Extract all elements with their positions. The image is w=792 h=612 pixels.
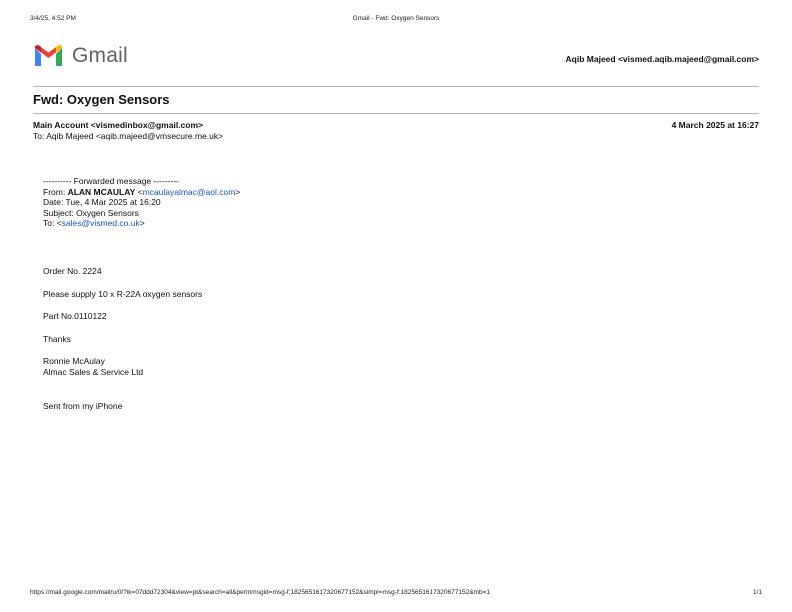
account-identity: Aqib Majeed <vismed.aqib.majeed@gmail.com> xyxy=(565,54,759,64)
forward-from-name: ALAN MCAULAY xyxy=(67,186,136,197)
header-divider xyxy=(33,86,759,87)
gmail-logo-text: Gmail xyxy=(72,44,128,67)
forward-from-open: < xyxy=(135,186,143,197)
forward-subject: Subject: Oxygen Sensors xyxy=(43,207,139,218)
email-date: 4 March 2025 at 16:27 xyxy=(671,120,759,130)
forward-from-close: > xyxy=(235,186,241,197)
email-subject: Fwd: Oxygen Sensors xyxy=(33,92,170,107)
signature-name: Ronnie McAulay xyxy=(43,356,105,366)
sent-from-line: Sent from my iPhone xyxy=(43,401,123,411)
forward-from-label: From: xyxy=(43,186,68,197)
forward-banner: ---------- Forwarded message --------- xyxy=(43,176,179,186)
email-body xyxy=(43,266,202,412)
part-number: Part No.0110122 xyxy=(43,311,107,321)
gmail-logo xyxy=(33,44,128,68)
order-request: Please supply 10 x R-22A oxygen sensors xyxy=(43,288,203,299)
forward-from-email-link[interactable]: mcaulayalmac@aol.com xyxy=(142,186,236,197)
email-to: To: Aqib Majeed <aqib.majeed@vmsecure.me.uk> xyxy=(33,131,224,141)
print-footer-url: https://mail.google.com/mail/u/0/?ik=07ddd72304&view=pt&search=all&permmsgid=msg-f:1825651617320677152&simpl=msg-f:1825651617320677152&mb=1 xyxy=(30,589,490,596)
print-title: Gmail - Fwd: Oxygen Sensors xyxy=(352,15,440,22)
forward-to-close: > xyxy=(139,218,145,228)
order-number: Order No. 2224 xyxy=(43,266,102,276)
forward-to-email-link[interactable]: sales@vismed.co.uk xyxy=(61,218,140,228)
email-from: Main Account <vismedinbox@gmail.com> xyxy=(33,120,203,130)
print-datetime: 3/4/25, 4:52 PM xyxy=(30,15,76,22)
subject-divider xyxy=(33,113,759,114)
forwarded-header xyxy=(43,176,240,229)
forward-from xyxy=(43,187,240,198)
forward-to-label: To: < xyxy=(43,218,62,228)
forward-date: Date: Tue, 4 Mar 2025 at 16:20 xyxy=(43,197,161,207)
thanks-line: Thanks xyxy=(43,333,71,344)
gmail-m-icon xyxy=(33,44,64,68)
forward-to xyxy=(43,218,240,229)
print-page-number: 1/1 xyxy=(752,589,762,596)
signature-company: Almac Sales & Service Ltd xyxy=(43,366,144,377)
